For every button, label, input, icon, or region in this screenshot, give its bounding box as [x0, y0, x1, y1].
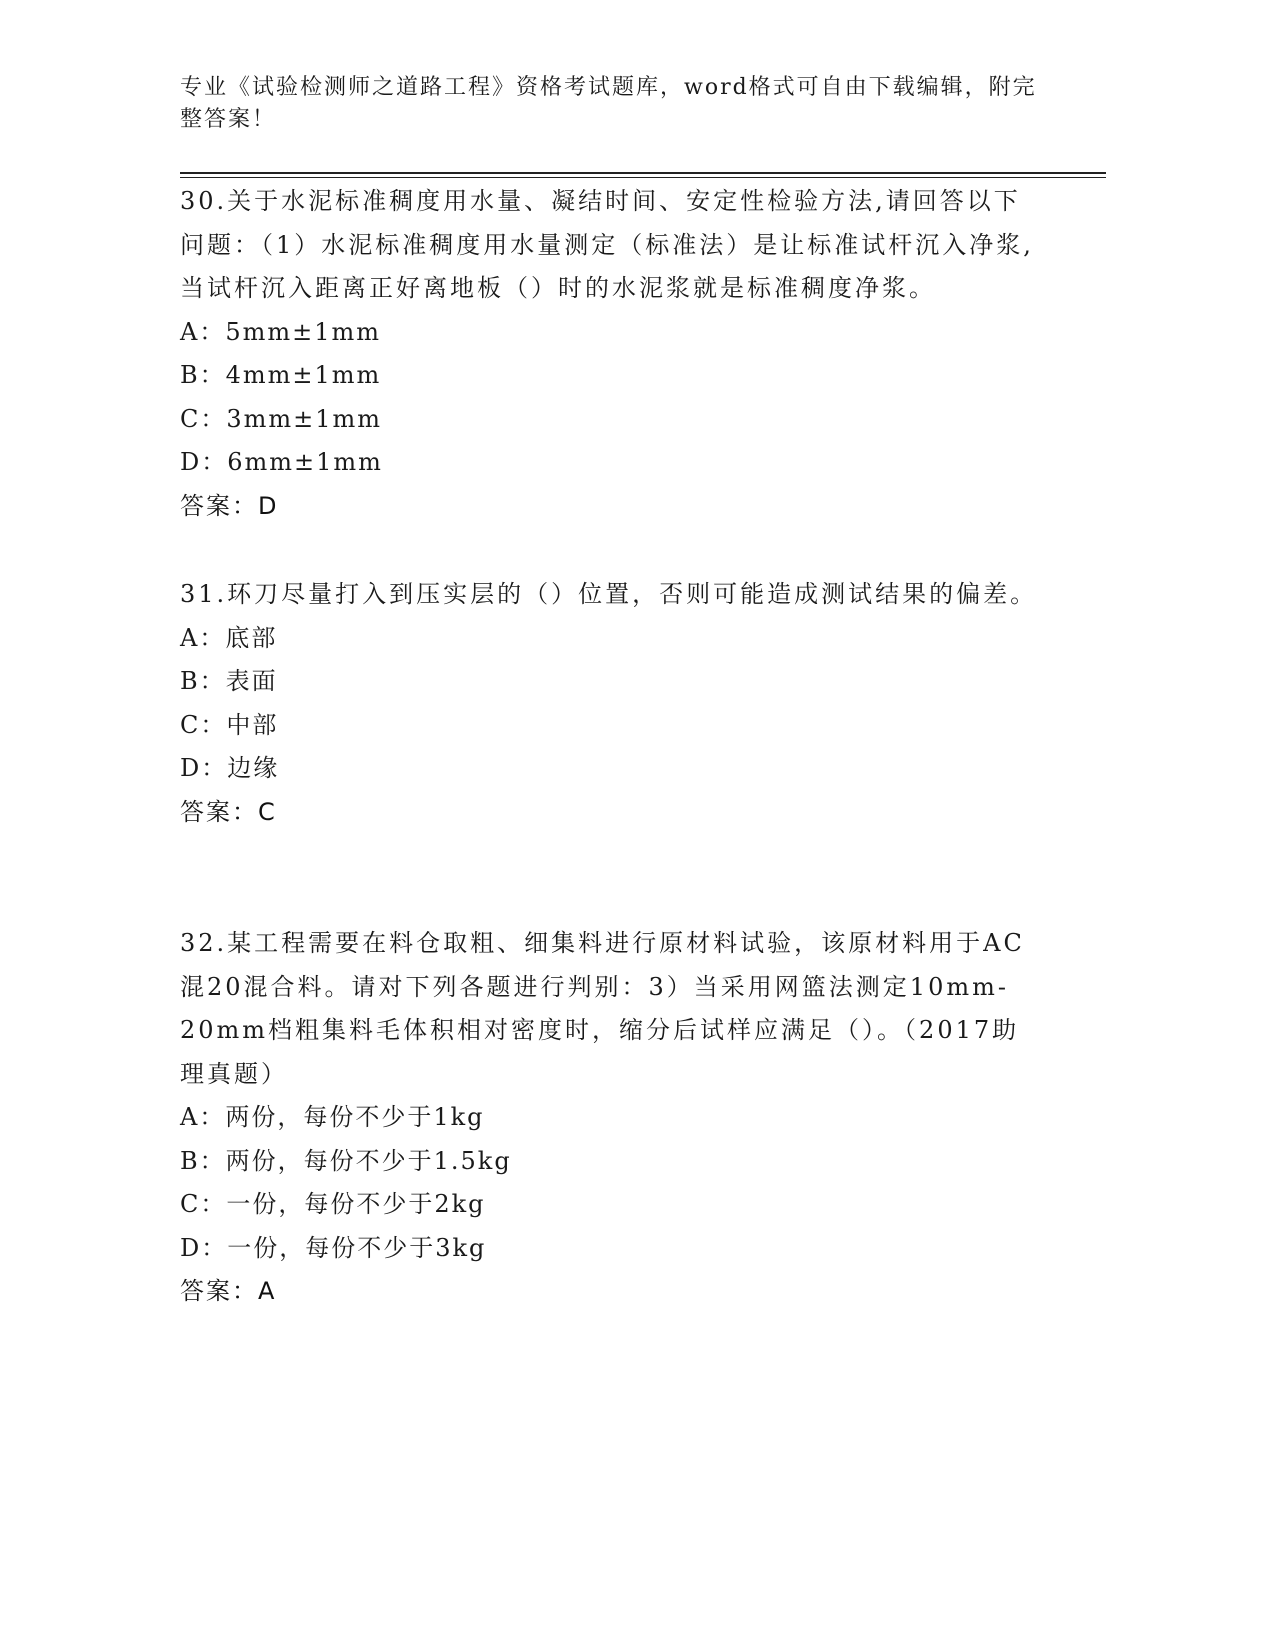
- option-b: B：两份，每份不少于1.5kg: [180, 1146, 512, 1175]
- option-d: D：一份，每份不少于3kg: [180, 1233, 487, 1262]
- answer: 答案：D: [180, 491, 279, 520]
- question-30: [180, 180, 1040, 528]
- option-a: A：两份，每份不少于1kg: [180, 1103, 485, 1131]
- question-stem: 30.关于水泥标准稠度用水量、凝结时间、安定性检验方法,请回答以下问题：（1）水泥标准稠度用水量测定（标准法）是让标准试杆沉入净浆,当试杆沉入距离正好离地板（）时的水泥浆就是标准稠度净浆。: [180, 187, 1034, 302]
- question-stem: 31.环刀尽量打入到压实层的（）位置，否则可能造成测试结果的偏差。: [180, 580, 1038, 608]
- option-a: A：底部: [180, 623, 278, 652]
- option-d: D：边缘: [180, 754, 280, 782]
- header-divider-thin: [180, 177, 1106, 178]
- option-c: C：3mm±1mm: [180, 404, 383, 433]
- question-32: [180, 922, 1040, 1314]
- option-d: D：6mm±1mm: [180, 448, 383, 476]
- option-b: B：4mm±1mm: [180, 361, 382, 389]
- question-stem: 32.某工程需要在料仓取粗、细集料进行原材料试验，该原材料用于AC混20混合料。请对下列各题进行判别：3）当采用网篮法测定10mm-20mm档粗集料毛体积相对密度时，缩分后试样应满足（）。（2017助理真题）: [180, 929, 1025, 1088]
- answer: 答案：A: [180, 1277, 277, 1305]
- answer: 答案：C: [180, 797, 277, 826]
- option-c: C：中部: [180, 710, 279, 739]
- question-31: [180, 573, 1040, 834]
- option-a: A：5mm±1mm: [180, 317, 382, 346]
- option-c: C：一份，每份不少于2kg: [180, 1190, 486, 1218]
- option-b: B：表面: [180, 667, 278, 695]
- header-divider-thick: [180, 172, 1106, 174]
- document-header: 专业《试验检测师之道路工程》资格考试题库，word格式可自由下载编辑，附完整答案！: [180, 75, 1037, 132]
